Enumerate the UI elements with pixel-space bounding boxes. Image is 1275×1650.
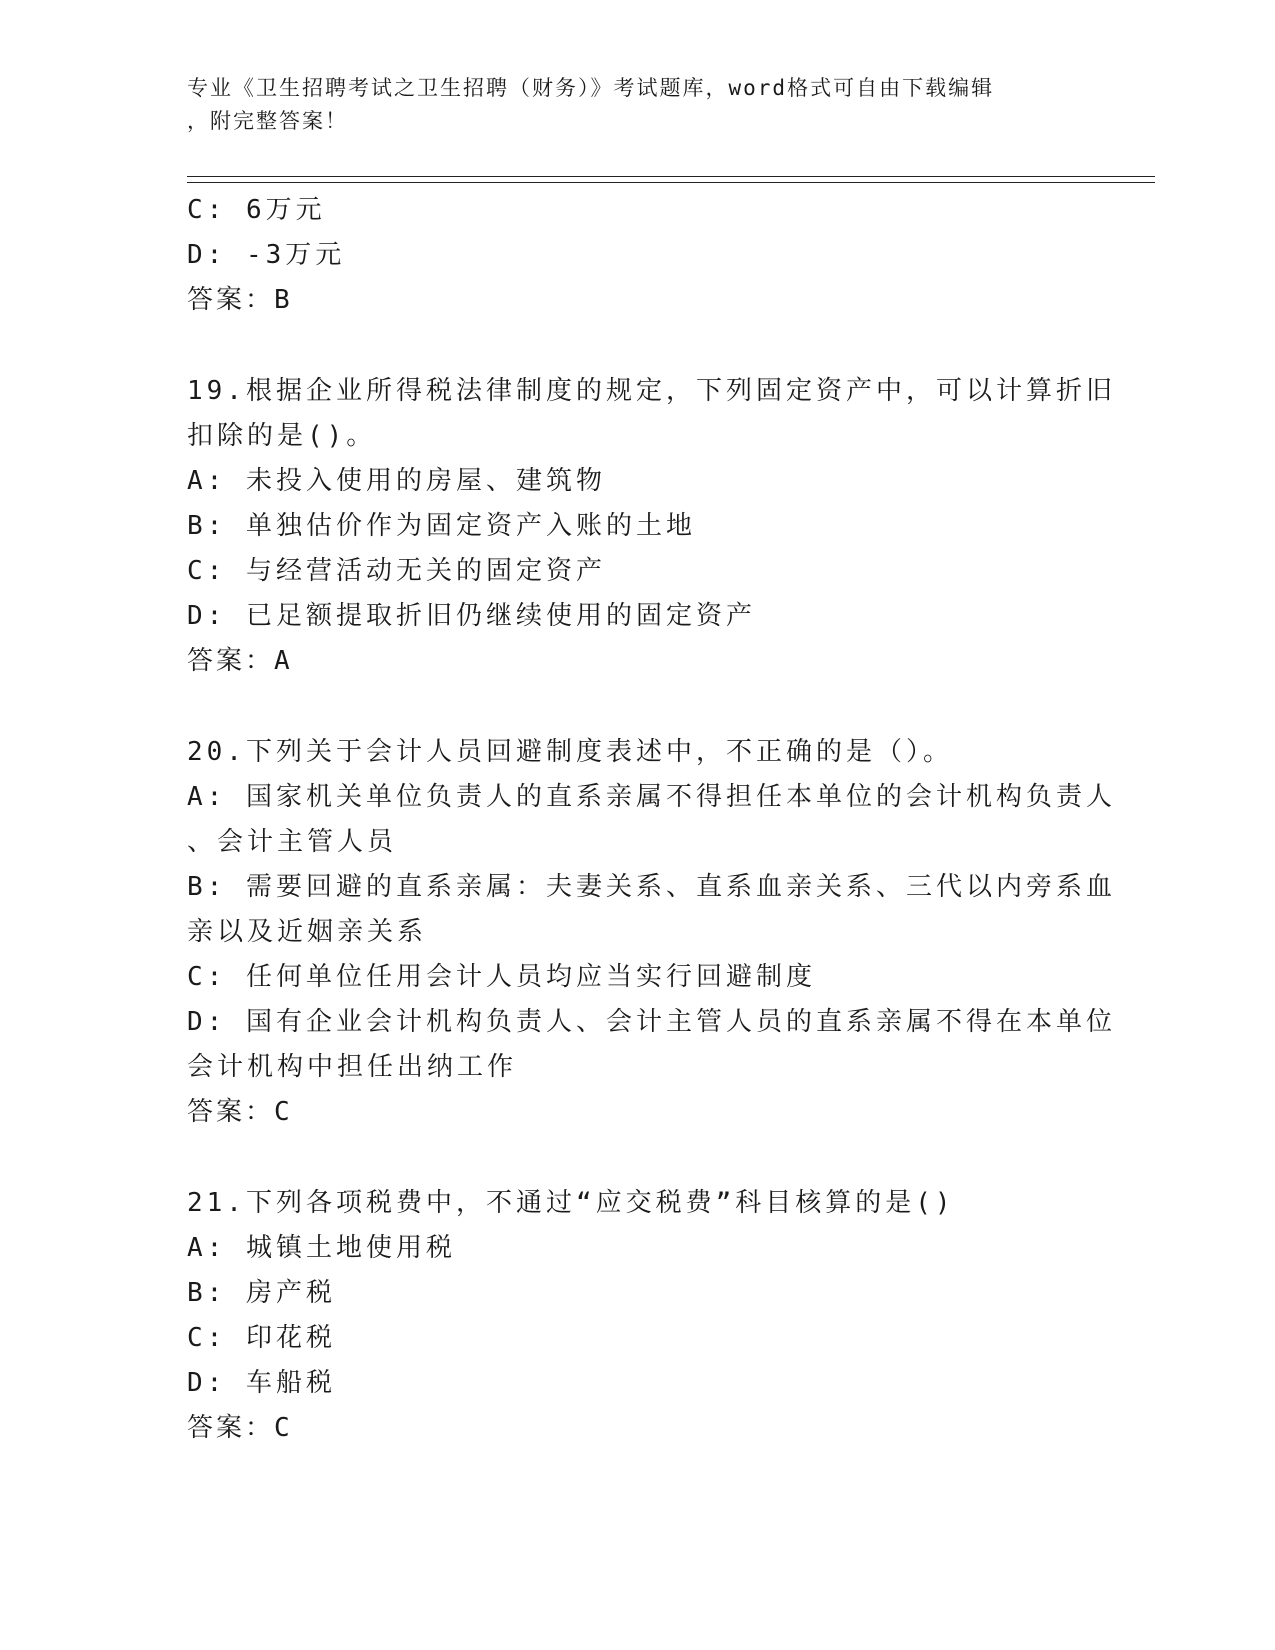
question-20 (187, 730, 1116, 1135)
header-divider (187, 176, 1155, 183)
document-header (187, 72, 1067, 138)
option-d: D: -3万元 (187, 240, 346, 270)
option-a-continued: 、会计主管人员 (187, 827, 398, 857)
answer-line: 答案：C (187, 1413, 293, 1443)
option-d-continued: 会计机构中担任出纳工作 (187, 1052, 518, 1082)
option-b: B: 单独估价作为固定资产入账的土地 (187, 511, 696, 541)
option-c: C: 6万元 (187, 195, 326, 225)
question-18-tail (187, 188, 1087, 323)
question-stem: 20.下列关于会计人员回避制度表述中，不正确的是（）。 (187, 737, 953, 767)
question-stem-continued: 扣除的是()。 (187, 421, 377, 451)
option-c: C: 印花税 (187, 1323, 336, 1353)
question-content (187, 188, 1116, 1497)
question-21 (187, 1181, 1087, 1451)
option-a: A: 未投入使用的房屋、建筑物 (187, 466, 606, 496)
option-a: A: 国家机关单位负责人的直系亲属不得担任本单位的会计机构负责人 (187, 782, 1116, 812)
option-c: C: 任何单位任用会计人员均应当实行回避制度 (187, 962, 816, 992)
option-d: D: 车船税 (187, 1368, 336, 1398)
header-line-2: ，附完整答案！ (187, 109, 348, 133)
option-c: C: 与经营活动无关的固定资产 (187, 556, 606, 586)
header-line-1: 专业《卫生招聘考试之卫生招聘（财务）》考试题库，word格式可自由下载编辑 (187, 76, 995, 100)
question-19 (187, 369, 1116, 684)
option-a: A: 城镇土地使用税 (187, 1233, 456, 1263)
option-d: D: 已足额提取折旧仍继续使用的固定资产 (187, 601, 756, 631)
option-b: B: 需要回避的直系亲属：夫妻关系、直系血亲关系、三代以内旁系血 (187, 872, 1116, 902)
question-stem: 19.根据企业所得税法律制度的规定，下列固定资产中，可以计算折旧 (187, 376, 1116, 406)
option-b-continued: 亲以及近姻亲关系 (187, 917, 428, 947)
question-stem: 21.下列各项税费中，不通过“应交税费”科目核算的是() (187, 1188, 955, 1218)
answer-line: 答案：A (187, 646, 293, 676)
answer-line: 答案：B (187, 285, 293, 315)
option-d: D: 国有企业会计机构负责人、会计主管人员的直系亲属不得在本单位 (187, 1007, 1116, 1037)
answer-line: 答案：C (187, 1097, 293, 1127)
option-b: B: 房产税 (187, 1278, 336, 1308)
